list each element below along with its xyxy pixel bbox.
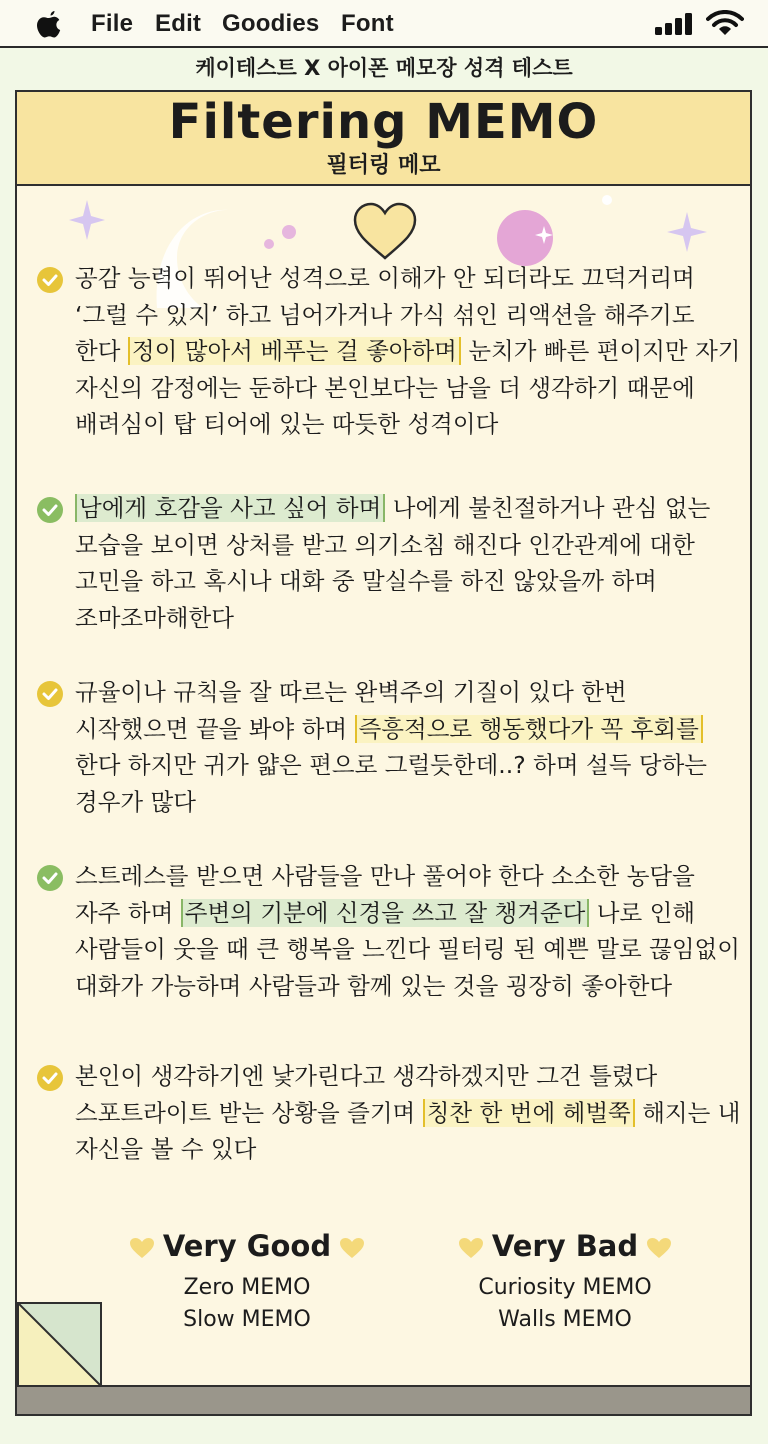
check-circle-icon [36,864,64,892]
very-good-item: Zero MEMO [183,1275,311,1300]
very-bad-list [415,1272,715,1336]
check-circle-icon [36,680,64,708]
window-header [17,92,750,186]
paragraph-5 [75,1058,745,1168]
dot-icon [282,225,296,239]
very-bad-label: Very Bad [491,1229,639,1263]
paragraph-3 [75,674,745,820]
memo-window [15,90,752,1416]
menu-edit[interactable]: Edit [155,10,202,37]
heart-icon [339,1237,365,1259]
check-circle-icon [36,266,64,294]
heart-icon [129,1237,155,1259]
window-title: Filtering MEMO [168,94,599,150]
very-bad-item: Curiosity MEMO [478,1275,652,1300]
highlight-text: 남에게 호감을 사고 싶어 하며 [75,494,385,522]
paragraph-text: 나로 인해 사람들이 웃을 때 큰 행복을 느낀다 필터링 된 예쁜 말로 끊임없이 대화가 가능하며 사람들과 함께 있는 것을 굉장히 좋아한다 [75,898,740,1000]
paragraph-1 [75,260,745,443]
check-circle-icon [36,496,64,524]
heart-icon [646,1237,672,1259]
menu-file[interactable]: File [91,10,134,37]
apple-logo-icon[interactable] [34,8,64,40]
paragraph-text: 나에게 불친절하거나 관심 없는 모습을 보이면 상처를 받고 의기소침 해진다 인간관계에 대한 고민을 하고 혹시나 대화 중 말실수를 하진 않았을까 하며 조마조마해한다 [75,494,711,632]
highlight-text: 칭찬 한 번에 헤벌쭉 [423,1099,635,1127]
paragraph-4 [75,858,745,1004]
bottom-scroll-bar[interactable] [17,1385,750,1416]
very-bad-title [415,1226,715,1266]
very-good-list [97,1272,397,1336]
menu-bar [0,0,768,48]
wifi-icon [706,10,744,36]
paragraph-text: 공감 능력이 뛰어난 성격으로 이해가 안 되더라도 끄덕거리며 ‘그럴 수 있지’ 하고 넘어가거나 가식 섞인 리액션을 해주기도 한다 [75,264,695,365]
check-circle-icon [36,1064,64,1092]
sparkle-icon-left [69,200,105,240]
highlight-text: 즉흥적으로 행동했다가 꼭 후회를 [355,715,703,743]
folded-corner-icon[interactable] [17,1302,102,1387]
window-subtitle: 필터링 메모 [326,153,441,178]
dot-icon [602,195,612,205]
signal-bars-icon [654,13,696,35]
menu-goodies[interactable]: Goodies [222,10,320,37]
planet-icon [497,210,553,266]
dot-icon [264,239,274,249]
highlight-text: 정이 많아서 베푸는 걸 좋아하며 [128,337,461,365]
test-subtitle: 케이테스트 X 아이폰 메모장 성격 테스트 [195,56,573,80]
highlight-text: 주변의 기분에 신경을 쓰고 잘 챙겨준다 [181,899,590,927]
menu-font[interactable]: Font [341,10,394,37]
sparkle-icon-right [667,212,707,252]
paragraph-text: 해지는 내 자신을 볼 수 있다 [75,1098,741,1163]
heart-outline-icon [355,204,415,258]
very-bad-item: Walls MEMO [498,1307,632,1332]
very-bad-section [415,1226,715,1336]
paragraph-text: 눈치가 빠른 편이지만 자기 자신의 감정에는 둔하다 본인보다는 남을 더 생각하기 때문에 배려심이 탑 티어에 있는 따듯한 성격이다 [75,337,741,438]
paragraph-2 [75,490,745,636]
paragraph-text: 스트레스를 받으면 사람들을 만나 풀어야 한다 소소한 농담을 자주 하며 [75,862,695,927]
very-good-title [97,1226,397,1266]
heart-icon [458,1237,484,1259]
paragraph-text: 본인이 생각하기엔 낯가린다고 생각하겠지만 그건 틀렸다 스포트라이트 받는 상황을 즐기며 [75,1062,658,1127]
very-good-label: Very Good [162,1229,332,1263]
very-good-item: Slow MEMO [183,1307,311,1332]
very-good-section [97,1226,397,1336]
paragraph-text: 규율이나 규칙을 잘 따르는 완벽주의 기질이 있다 한번 시작했으면 끝을 봐야 하며 [75,678,627,743]
paragraph-text: 한다 하지만 귀가 얇은 편으로 그럴듯한데..? 하며 설득 당하는 경우가 많다 [75,751,707,816]
